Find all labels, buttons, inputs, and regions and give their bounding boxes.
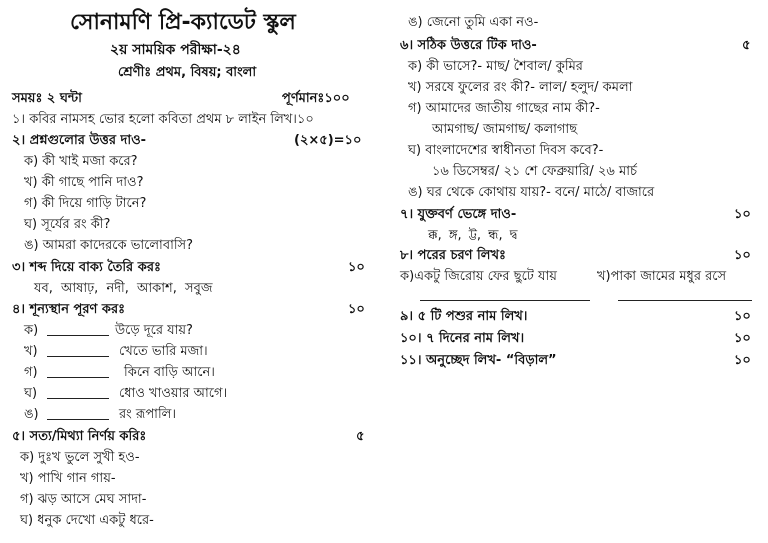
q4-item-label: ঘ): [24, 386, 38, 401]
q4-item-text: কিনে বাড়ি আনে।: [124, 365, 215, 380]
q2-item: খ) কী গাছে পানি দাও?: [24, 175, 144, 190]
q7-marks: ১০: [734, 207, 751, 222]
q6-item: ক) কী ভাসে?- মাছ/ শৈবাল/ কুমির: [408, 59, 583, 74]
q4-item-label: গ): [24, 365, 38, 380]
q4-item-label: ঙ): [24, 407, 39, 422]
q4-heading: ৪। শূন্যস্থান পূরণ করঃ: [12, 302, 126, 317]
q2-item: ঙ) আমরা কাদেরকে ভালোবাসি?: [24, 238, 194, 253]
q2-item: গ) কী দিয়ে গাড়ি টানে?: [24, 196, 147, 211]
q9-heading: ৯। ৫ টি পশুর নাম লিখ।: [400, 309, 528, 324]
q6-item: খ) সরষে ফুলের রং কী?- লাল/ হলুদ/ কমলা: [408, 80, 633, 95]
blank-line: [47, 398, 109, 399]
q6-item-options: ১৬ ডিসেম্বর/ ২১ শে ফেব্রুয়ারি/ ২৬ মার্চ: [432, 164, 637, 179]
q9-marks: ১০: [734, 309, 751, 324]
q8-line-b: খ)পাকা জামের মধুর রসে: [597, 269, 727, 284]
blank-line: [47, 356, 109, 357]
q4-item-label: ক): [24, 323, 39, 338]
q6-item: গ) আমাদের জাতীয় গাছের নাম কী?-: [408, 101, 600, 116]
q5-item: ক) দুঃখ ভুলে সুখী হও-: [20, 450, 140, 465]
q2-heading: ২। প্রশ্নগুলোর উত্তর দাও-: [12, 133, 147, 148]
q4-item-label: খ): [24, 344, 38, 359]
q10-marks: ১০: [734, 331, 751, 346]
q8-marks: ১০: [734, 248, 751, 263]
q4-item-text: ধোও খাওয়ার আগে।: [119, 386, 228, 401]
q11-heading: ১১। অনুচ্ছেদ লিখ- “বিড়াল”: [400, 353, 557, 368]
exam-name: ২য় সাময়িক পরীক্ষা-২৪: [110, 42, 241, 58]
q3-heading: ৩। শব্দ দিয়ে বাক্য তৈরি করঃ: [12, 260, 161, 275]
q5-marks: ৫: [356, 429, 365, 444]
q3-marks: ১০: [348, 260, 365, 275]
question-1: ১। কবির নামসহ ভোর হলো কবিতা প্রথম ৮ লাইন লিখ।১০: [12, 112, 314, 127]
q6-item-options: আমগাছ/ জামগাছ/ কলাগাছ: [432, 122, 578, 137]
q4-marks: ১০: [348, 302, 365, 317]
q4-item-text: উড়ে দূরে যায়?: [115, 323, 193, 338]
q4-item-text: রং রূপালি।: [119, 407, 176, 422]
q3-words: যব, আষাঢ়, নদী, আকাশ, সবুজ: [34, 281, 213, 296]
q8-heading: ৮। পরের চরণ লিখঃ: [400, 248, 506, 263]
school-title: সোনামণি প্রি-ক্যাডেট স্কুল: [70, 10, 296, 35]
q2-item: ঘ) সূর্যের রং কী?: [24, 217, 111, 232]
q6-marks: ৫: [742, 38, 751, 53]
exam-time: সময়ঃ ২ ঘন্টা: [12, 91, 82, 106]
answer-line: [420, 300, 590, 301]
q5-item: ঘ) ধনুক দেখো একটু ধরে-: [20, 513, 154, 528]
full-marks: পূর্ণমানঃ১০০: [282, 91, 350, 106]
blank-line: [47, 377, 109, 378]
q11-marks: ১০: [734, 353, 751, 368]
answer-line: [618, 300, 752, 301]
q10-heading: ১০। ৭ দিনের নাম লিখ।: [400, 331, 525, 346]
q7-letters: ক্ক, ঙ্গ, ট্ট, ন্ধ, দ্ব: [428, 228, 518, 243]
q2-marks: (২×৫)=১০: [294, 133, 362, 148]
class-subject: শ্রেণীঃ প্রথম, বিষয়; বাংলা: [118, 65, 257, 80]
blank-line: [47, 335, 109, 336]
blank-line: [47, 419, 109, 420]
q5-item: গ) ঝড় আসে মেঘ সাদা-: [20, 492, 147, 507]
q5-item: ঙ) জেনো তুমি একা নও-: [408, 15, 539, 30]
q6-item: ঘ) বাংলাদেশের স্বাধীনতা দিবস কবে?-: [408, 143, 604, 158]
q5-heading: ৫। সত্য/মিথ্যা নির্ণয় করিঃ: [12, 429, 147, 444]
q8-line-a: ক)একটু জিরোয় ফের ছুটে যায়: [400, 269, 557, 284]
q6-item: ঙ) ঘর থেকে কোথায় যায়?- বনে/ মাঠে/ বাজারে: [408, 185, 655, 200]
q2-item: ক) কী খাই মজা করে?: [24, 154, 138, 169]
q7-heading: ৭। যুক্তবর্ণ ভেঙ্গে দাও-: [400, 207, 517, 222]
q6-heading: ৬। সঠিক উত্তরে টিক দাও-: [400, 38, 537, 53]
q5-item: খ) পাখি গান গায়-: [20, 471, 116, 486]
q4-item-text: খেতে ভারি মজা।: [119, 344, 208, 359]
